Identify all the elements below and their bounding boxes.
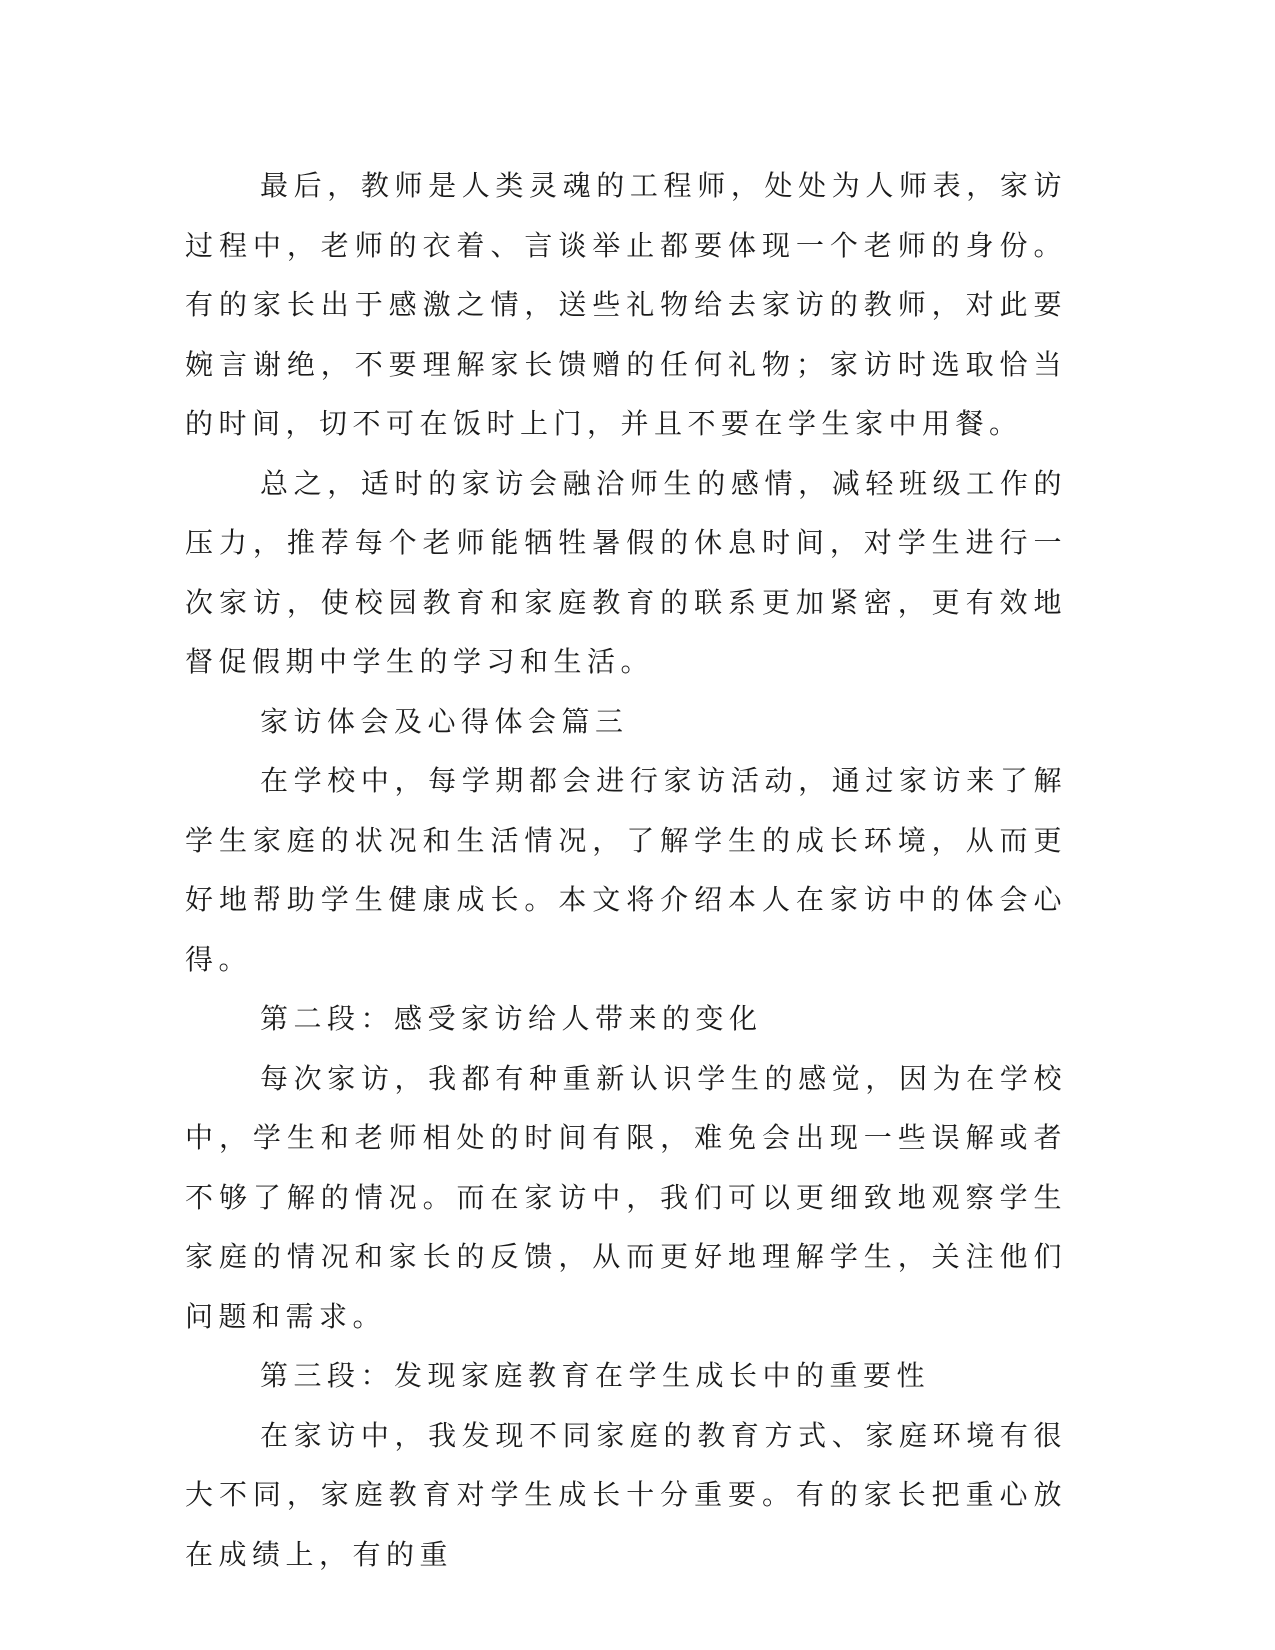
subheading-part-two: 第二段：感受家访给人带来的变化 (260, 1002, 763, 1035)
paragraph-conclusion-teacher-conduct: 最后，教师是人类灵魂的工程师，处处为人师表，家访过程中，老师的衣着、言谈举止都要体现一个老师的身份。有的家长出于感激之情，送些礼物给去家访的教师，对此要婉言谢绝，不要理解家长馈赠的任何礼物；家访时选取恰当的时间，切不可在饭时上门，并且不要在学生家中用餐。 (185, 169, 1067, 440)
subheading-part-three: 第三段：发现家庭教育在学生成长中的重要性 (260, 1359, 931, 1392)
section-heading: 家访体会及心得体会篇三 (260, 704, 629, 738)
paragraph-part-three: 在家访中，我发现不同家庭的教育方式、家庭环境有很大不同，家庭教育对学生成长十分重要。有的家长把重心放在成绩上，有的重 (185, 1418, 1067, 1571)
paragraph-part-two: 每次家访，我都有种重新认识学生的感觉，因为在学校中，学生和老师相处的时间有限，难免会出现一些误解或者不够了解的情况。而在家访中，我们可以更细致地观察学生家庭的情况和家长的反馈，从而更好地理解学生，关注他们问题和需求。 (185, 1061, 1067, 1333)
paragraph-intro: 在学校中，每学期都会进行家访活动，通过家访来了解学生家庭的状况和生活情况，了解学生的成长环境，从而更好地帮助学生健康成长。本文将介绍本人在家访中的体会心得。 (185, 764, 1067, 976)
paragraph-summary: 总之，适时的家访会融洽师生的感情，减轻班级工作的压力，推荐每个老师能牺牲暑假的休息时间，对学生进行一次家访，使校园教育和家庭教育的联系更加紧密，更有效地督促假期中学生的学习和生活。 (185, 466, 1067, 678)
document-body (185, 156, 1067, 1584)
